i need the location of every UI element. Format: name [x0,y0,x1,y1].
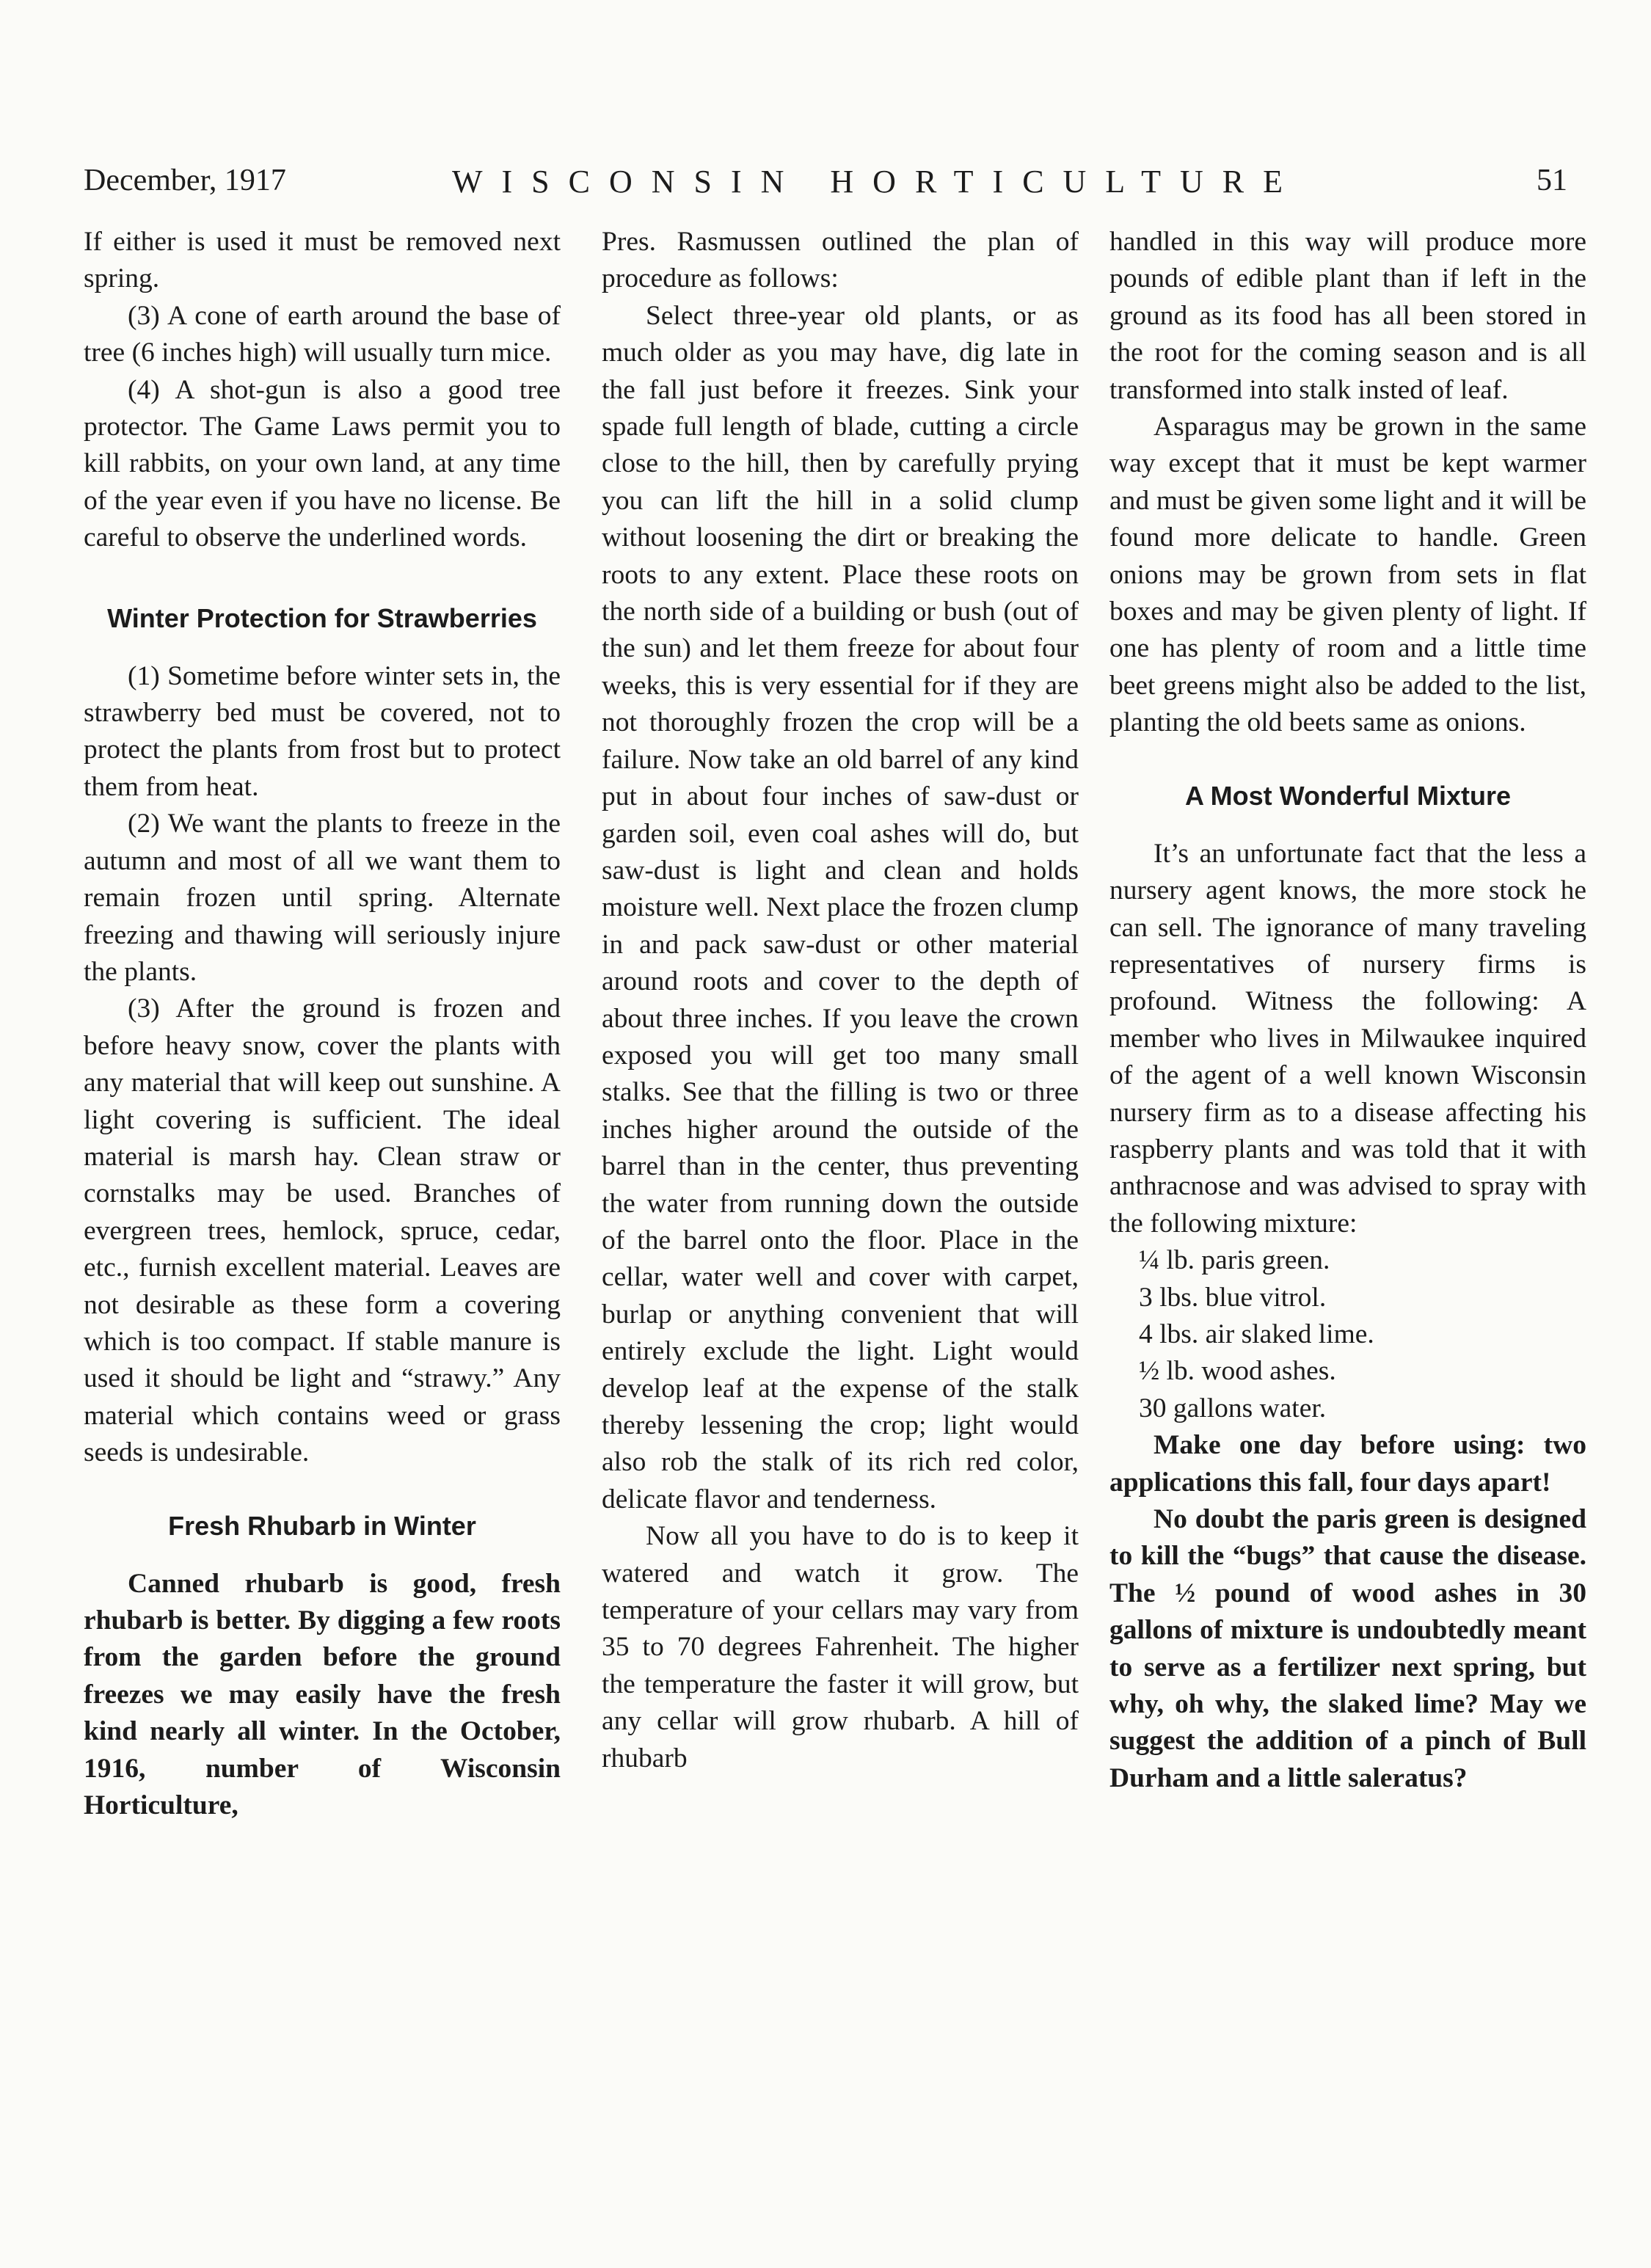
paragraph: Make one day before using: two applications this fall, four days apart! [1109,1430,1586,1498]
paragraph: (3) After the ground is frozen and before heavy snow, cover the plants with any material that will keep out sunshine. A light covering is sufficient. The ideal material is marsh hay. Clean straw or cornstalks may be used. Branches of evergreen trees, hemlock, spruce, cedar, etc., furnish excellent material. Leaves are not desirable as these form a covering which is too compact. If stable manure is used it should be light and “strawy.” Any material which contains weed or grass seeds is undesirable. [84,993,561,1468]
paragraph: (4) A shot-gun is also a good tree protector. The Game Laws permit you to kill rabbits, on your own land, at any time of the year even if you have no license. Be careful to observe the underlined words. [84,374,561,553]
issue-date: December, 1917 [84,164,286,197]
paragraph: Now all you have to do is to keep it watered and watch it grow. The temperature of your cellars may vary from 35 to 70 degrees Fahrenheit. The higher the temperature the faster it will grow, but any cellar will grow rhubarb. A hill of rhubarb [602,1521,1079,1773]
column-2 [602,224,1079,1777]
column-3 [1109,224,1586,1797]
paragraph: Canned rhubarb is good, fresh rhubarb is better. By digging a few roots from the garden before the ground freezes we may easily have the fresh kind nearly all winter. In the October, 1916, number of Wisconsin Horticulture, [84,1568,561,1821]
mixture-list [1109,1242,1586,1427]
section-heading: Winter Protection for Strawberries [107,602,537,633]
list-item: 3 lbs. blue vitrol. [1139,1282,1327,1313]
paragraph: (3) A cone of earth around the base of tree (6 inches high) will usually turn mice. [84,300,561,368]
paragraph: Asparagus may be grown in the same way except that it must be kept warmer and must be given some light and it will be found more delicate to handle. Green onions may be grown from sets in flat boxes and may be given plenty of light. If one has plenty of room and a little time beet greens might also be added to the list, planting the old beets same as onions. [1109,412,1586,738]
paragraph: Select three-year old plants, or as much older as you may have, dig late in the fall just before it freezes. Sink your spade full length of blade, cutting a circle close to the hill, then by carefully prying you can lift the hill in a solid clump without loosening the dirt or breaking the roots to any extent. Place these roots on the north side of a building or bush (out of the sun) and let them freeze for about four weeks, this is very essential for if they are not thoroughly frozen the crop will be a failure. Now take an old barrel of any kind put in about four inches of saw-dust or garden soil, even coal ashes will do, but saw-dust is light and clean and holds moisture well. Next place the frozen clump in and pack saw-dust or other material around roots and cover to the depth of about three inches. If you leave the crown exposed you will get too many small stalks. See that the filling is two or three inches higher around the outside of the barrel than in the center, thus preventing the water from running down the outside of the barrel onto the floor. Place in the cellar, water well and cover with carpet, burlap or anything convenient that will entirely exclude the light. Light would develop leaf at the expense of the stalk thereby lessening the crop; light would also rob the stalk of its rich red color, delicate flavor and tenderness. [602,300,1079,1514]
page-header [84,163,1567,207]
paragraph: If either is used it must be removed next spring. [84,227,561,294]
list-item: 4 lbs. air slaked lime. [1139,1319,1374,1349]
paragraph: Pres. Rasmussen outlined the plan of procedure as follows: [602,227,1079,294]
paragraph: No doubt the paris green is designed to kill the “bugs” that cause the disease. The ½ pound of wood ashes in 30 gallons of mixture is undoubtedly meant to serve as a fertilizer next spring, but why, oh why, the slaked lime? May we suggest the addition of a pinch of Bull Durham and a little saleratus? [1109,1504,1586,1793]
paragraph: It’s an unfortunate fact that the less a nursery agent knows, the more stock he can sell. The ignorance of many traveling representatives of nursery firms is profound. Witness the following: A member who lives in Milwaukee inquired of the agent of a well known Wisconsin nursery firm as to a disease affecting his raspberry plants and was told that it with anthracnose and was advised to spray with the following mixture: [1109,838,1586,1239]
paragraph: (1) Sometime before winter sets in, the strawberry bed must be covered, not to protect the plants from frost but to protect them from heat. [84,660,561,802]
list-item: ½ lb. wood ashes. [1139,1356,1336,1387]
paragraph: (2) We want the plants to freeze in the autumn and most of all we want them to remain frozen until spring. Alternate freezing and thawing will seriously injure the plants. [84,809,561,987]
list-item: 30 gallons water. [1139,1393,1327,1423]
paragraph: handled in this way will produce more pounds of edible plant than if left in the ground as its food has all been stored in the root for the coming season and is all transformed into stalk insted of leaf. [1109,227,1586,405]
journal-title: WISCONSIN HORTICULTURE [451,164,1302,200]
column-1 [84,224,561,1824]
list-item: ¼ lb. paris green. [1139,1245,1330,1276]
section-heading: Fresh Rhubarb in Winter [168,1510,476,1541]
page-number: 51 [1537,164,1567,197]
section-heading: A Most Wonderful Mixture [1185,780,1511,811]
